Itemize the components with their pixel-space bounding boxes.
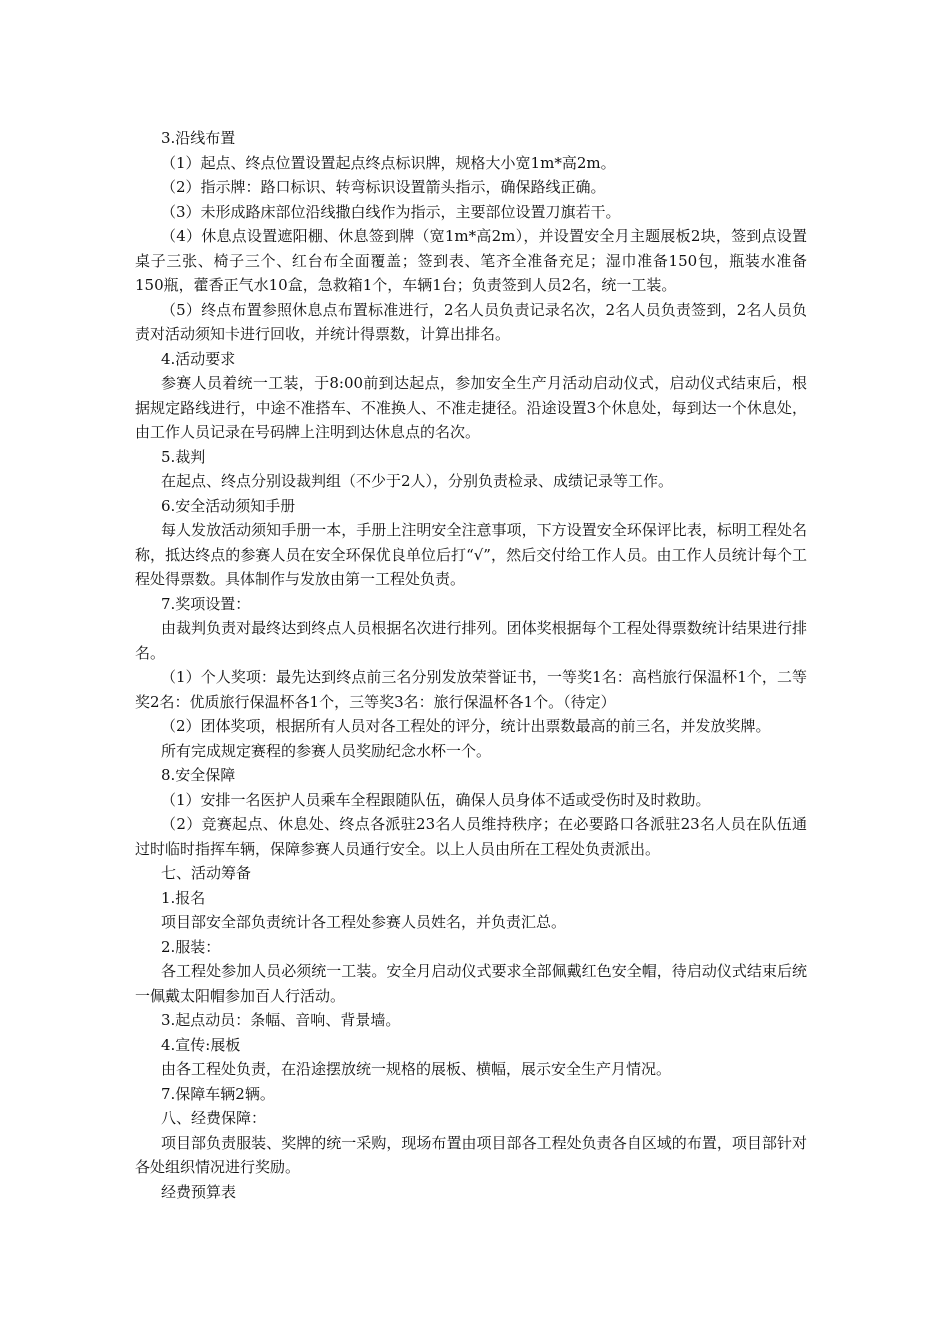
paragraph: 各工程处参加人员必须统一工装。安全月启动仪式要求全部佩戴红色安全帽，待启动仪式结束后统一佩戴太阳帽参加百人行活动。: [135, 962, 807, 1005]
paragraph: （1）个人奖项：最先达到终点前三名分别发放荣誉证书，一等奖1名：高档旅行保温杯1个，二等奖2名：优质旅行保温杯各1个，三等奖3名：旅行保温杯各1个。（待定）: [135, 668, 807, 711]
paragraph: （5）终点布置参照休息点布置标准进行，2名人员负责记录名次，2名人员负责签到，2名人员负责对活动须知卡进行回收，并统计得票数，计算出排名。: [135, 300, 807, 343]
section-heading: 2.服装：: [161, 937, 221, 956]
paragraph: 项目部安全部负责统计各工程处参赛人员姓名，并负责汇总。: [161, 913, 567, 931]
document-body: [135, 126, 807, 1204]
paragraph: （2）竞赛起点、休息处、终点各派驻23名人员维持秩序；在必要路口各派驻23名人员在队伍通过时临时指挥车辆，保障参赛人员通行安全。以上人员由所在工程处负责派出。: [135, 815, 807, 858]
section-heading: 5.裁判: [161, 447, 206, 466]
section-heading: 7.保障车辆2辆。: [161, 1084, 275, 1103]
paragraph: 由裁判负责对最终达到终点人员根据名次进行排列。团体奖根据每个工程处得票数统计结果进行排名。: [135, 619, 807, 662]
paragraph: （2）团体奖项，根据所有人员对各工程处的评分，统计出票数最高的前三名，并发放奖牌。: [161, 717, 771, 735]
section-heading: 3.起点动员：条幅、音响、背景墙。: [161, 1011, 401, 1029]
paragraph: （2）指示牌：路口标识、转弯标识设置箭头指示，确保路线正确。: [161, 178, 606, 196]
paragraph: （1）起点、终点位置设置起点终点标识牌，规格大小宽1m*高2m。: [161, 153, 616, 172]
section-heading: 7.奖项设置：: [161, 594, 251, 613]
paragraph: 所有完成规定赛程的参赛人员奖励纪念水杯一个。: [161, 741, 492, 760]
chapter-heading: 八、经费保障：: [161, 1109, 267, 1127]
section-heading: 3.沿线布置: [161, 129, 236, 147]
paragraph: （1）安排一名医护人员乘车全程跟随队伍，确保人员身体不适或受伤时及时救助。: [161, 790, 711, 809]
paragraph: （3）未形成路床部位沿线撒白线作为指示，主要部位设置刀旗若干。: [161, 202, 621, 221]
table-caption: 经费预算表: [161, 1182, 237, 1201]
paragraph: （4）休息点设置遮阳棚、休息签到牌（宽1m*高2m），并设置安全月主题展板2块，签到点设置桌子三张、椅子三个、红台布全面覆盖；签到表、笔齐全准备充足；湿巾准备150包，瓶装水准备150瓶，藿香正气水10盒，急救箱1个，车辆1台；负责签到人员2名，统一工装。: [135, 227, 807, 294]
chapter-heading: 七、活动筹备: [161, 864, 252, 882]
section-heading: 6.安全活动须知手册: [161, 496, 296, 515]
paragraph: 项目部负责服装、奖牌的统一采购，现场布置由项目部各工程处负责各自区域的布置，项目部针对各处组织情况进行奖励。: [135, 1133, 807, 1176]
section-heading: 4.宣传:展板: [161, 1035, 241, 1054]
paragraph: 在起点、终点分别设裁判组（不少于2人），分别负责检录、成绩记录等工作。: [161, 472, 674, 490]
section-heading: 4.活动要求: [161, 349, 236, 368]
section-heading: 1.报名: [161, 888, 206, 907]
paragraph: 参赛人员着统一工装，于8:00前到达起点，参加安全生产月活动启动仪式，启动仪式结束后，根据规定路线进行，中途不准搭车、不准换人、不准走捷径。沿途设置3个休息处，每到达一个休息处，由工作人员记录在号码牌上注明到达休息点的名次。: [135, 374, 807, 441]
paragraph: 每人发放活动须知手册一本，手册上注明安全注意事项，下方设置安全环保评比表，标明工程处名称，抵达终点的参赛人员在安全环保优良单位后打“√”，然后交付给工作人员。由工作人员统计每个工程处得票数。具体制作与发放由第一工程处负责。: [135, 521, 807, 588]
paragraph: 由各工程处负责，在沿途摆放统一规格的展板、横幅，展示安全生产月情况。: [161, 1060, 672, 1078]
section-heading: 8.安全保障: [161, 766, 236, 784]
